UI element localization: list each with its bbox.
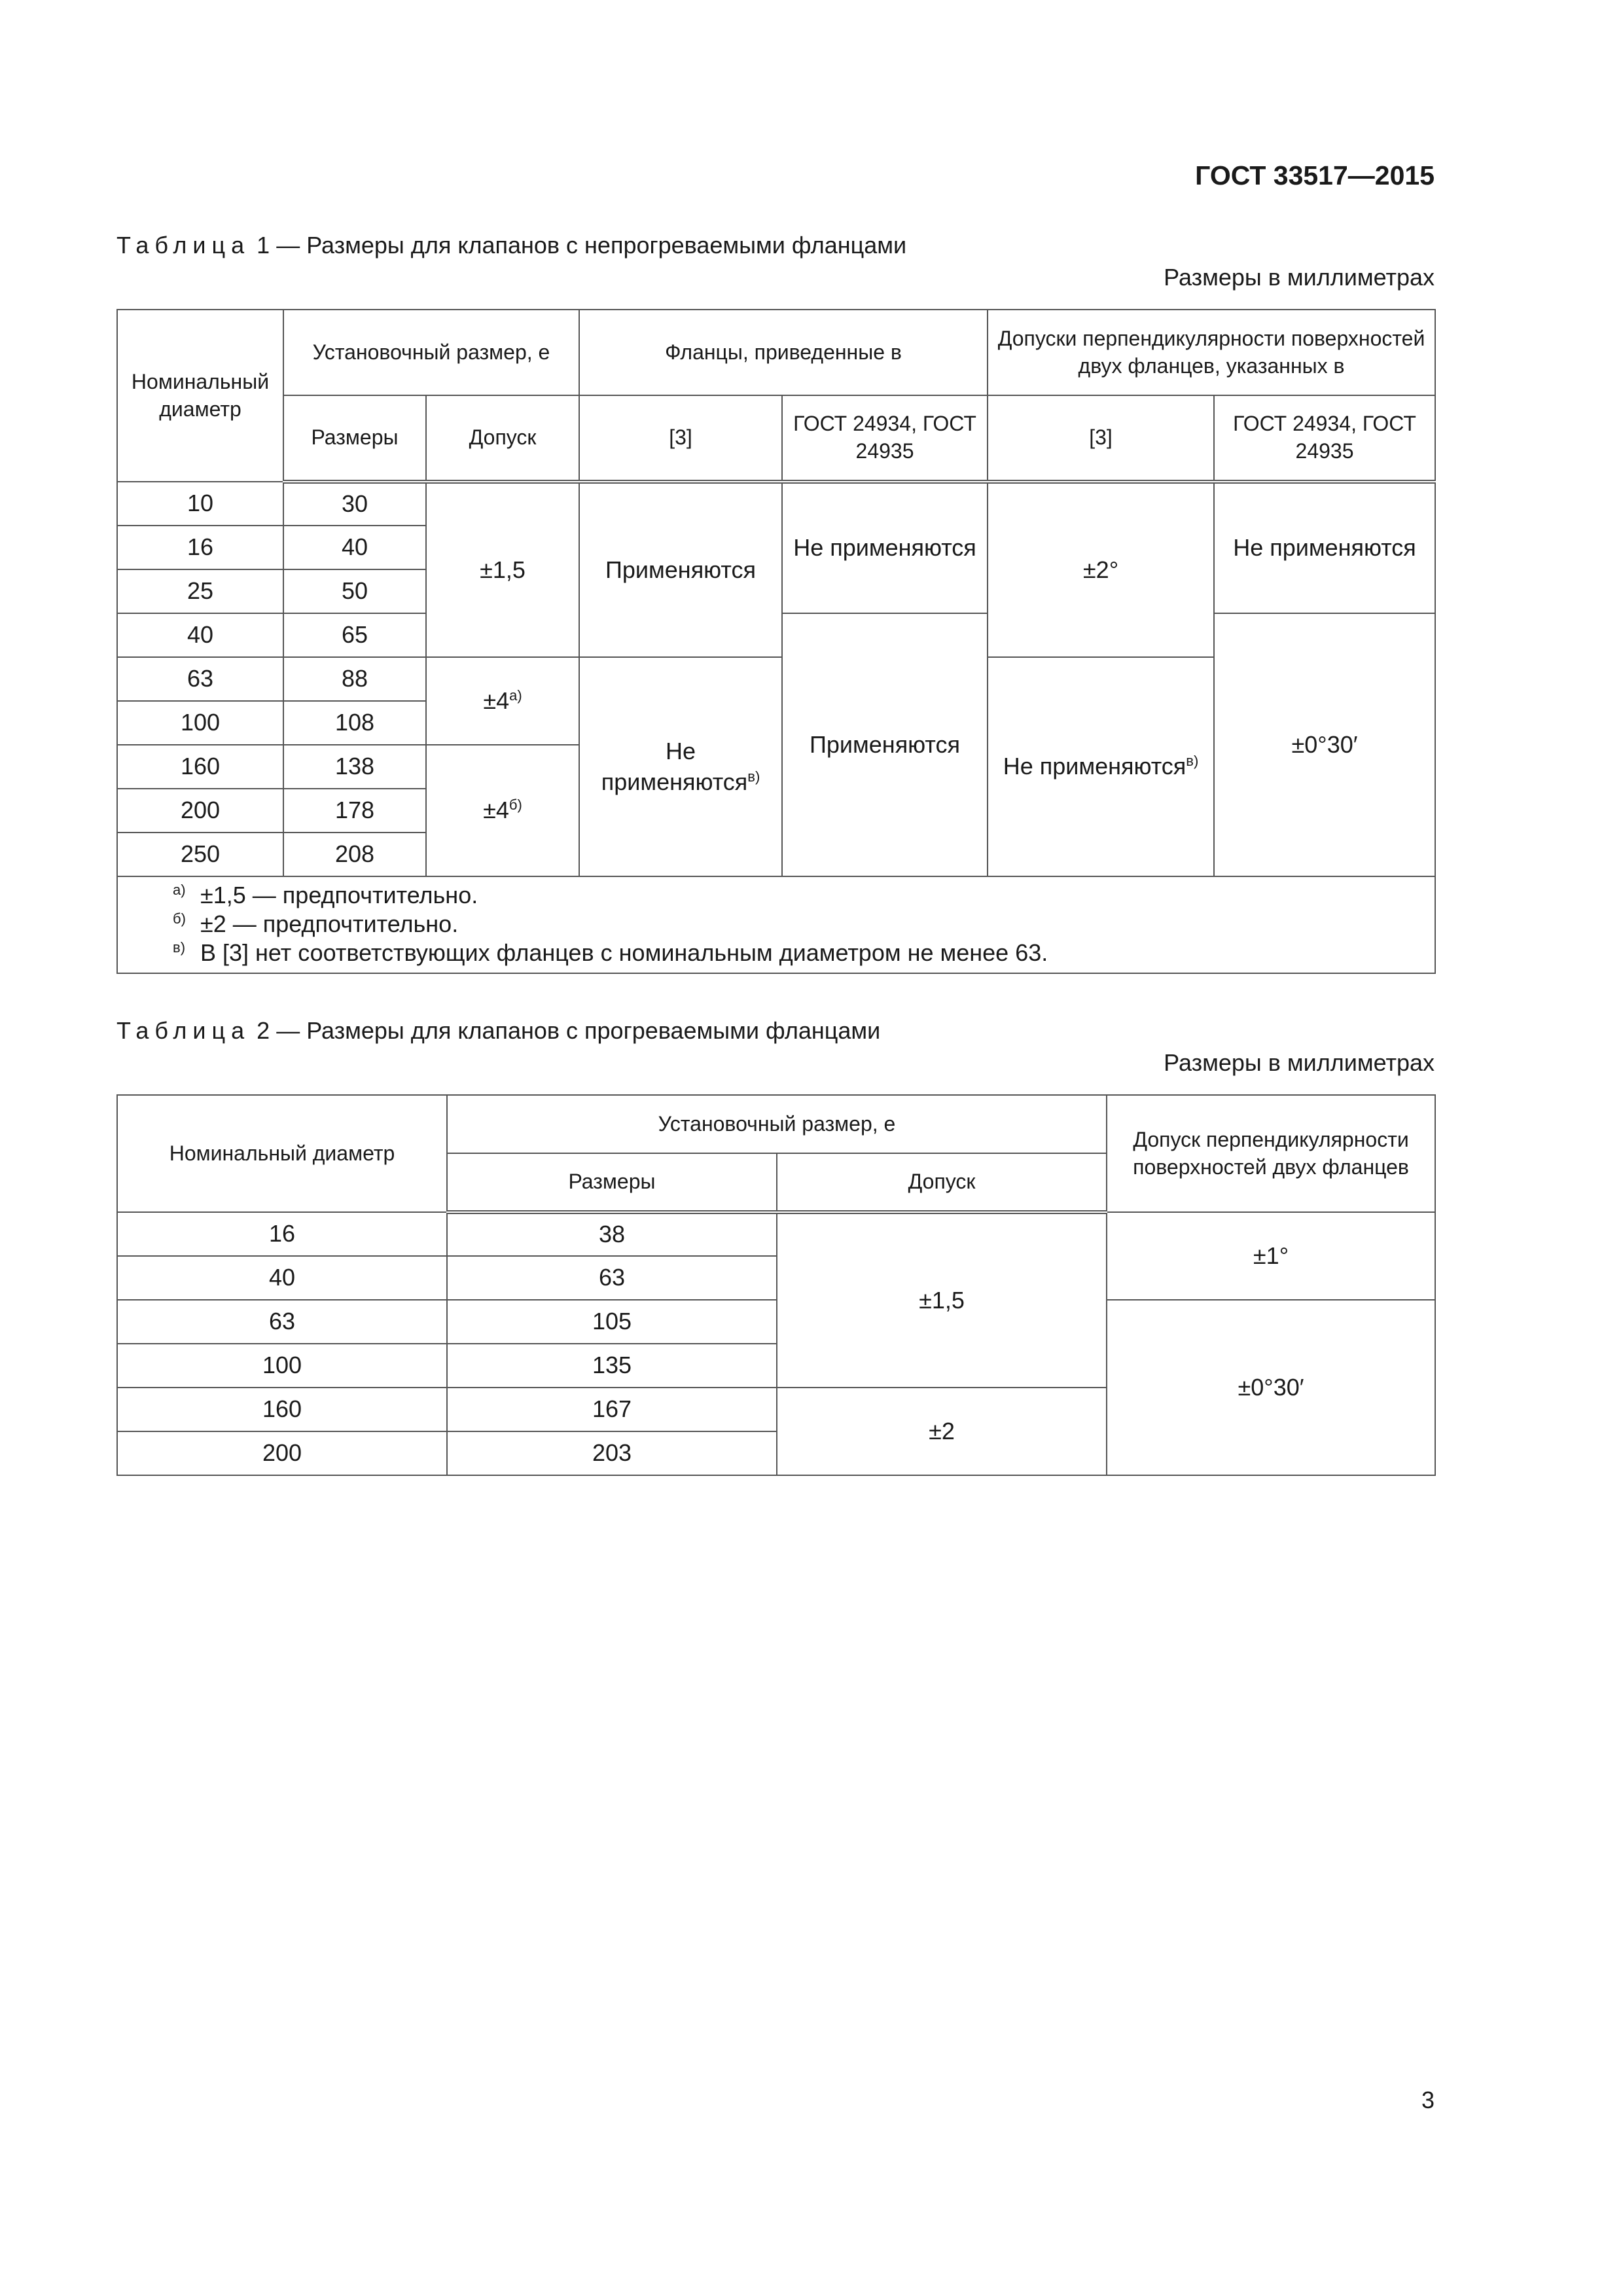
- t1-size: 208: [283, 833, 426, 876]
- footnote-mark: в): [1186, 753, 1199, 770]
- t1-dn: 250: [117, 833, 283, 876]
- t2-dn: 100: [117, 1344, 447, 1388]
- t1-header-tolerance: Допуск: [426, 395, 579, 482]
- t2-perp-a: ±1°: [1107, 1212, 1435, 1300]
- footnote: а) ±1,5 — предпочтительно.: [173, 882, 478, 908]
- t2-size: 63: [447, 1256, 777, 1300]
- t2-dn: 160: [117, 1388, 447, 1431]
- footnote: в) В [3] нет соответствующих фланцев с номинальным диаметром не менее 63.: [173, 939, 1048, 966]
- t1-header-perp-ref3: [3]: [988, 395, 1214, 482]
- t1-size: 108: [283, 701, 426, 745]
- document-header: ГОСТ 33517—2015: [1195, 160, 1435, 190]
- t1-flange-ref3-not-applied: Не применяются$^{в)}$: [579, 657, 782, 876]
- page-number: 3: [1421, 2087, 1435, 2113]
- table1-caption-text: 1 — Размеры для клапанов с непрогреваемыми фланцами: [257, 232, 907, 259]
- t1-dn: 200: [117, 789, 283, 833]
- table-row: [117, 1212, 1435, 1256]
- t2-header-tolerance: Допуск: [777, 1153, 1107, 1212]
- t1-dn: 16: [117, 526, 283, 569]
- t1-header-flanges: Фланцы, приведенные в: [579, 310, 988, 395]
- t1-dn: 40: [117, 613, 283, 657]
- t1-flange-ref3-applied: Применяются: [579, 482, 782, 657]
- table2-caption-label: Таблица: [116, 1017, 251, 1044]
- t2-header-sizes: Размеры: [447, 1153, 777, 1212]
- t2-header-perp: Допуск перпендикулярности поверхностей двух фланцев: [1107, 1095, 1435, 1212]
- footnote-mark: б): [508, 797, 522, 814]
- t1-flange-gost-not-applied: Не применяются: [782, 482, 988, 613]
- table2-units: Размеры в миллиметрах: [1164, 1049, 1435, 1076]
- t1-size: 88: [283, 657, 426, 701]
- t1-header-sizes: Размеры: [283, 395, 426, 482]
- table-row: [117, 482, 1435, 526]
- table1-caption-label: Таблица: [116, 232, 251, 259]
- t1-size: 178: [283, 789, 426, 833]
- t2-size: 203: [447, 1431, 777, 1475]
- t1-tolerance-a: ±1,5: [426, 482, 579, 657]
- t1-perp-gost-a: Не применяются: [1214, 482, 1435, 613]
- t1-size: 138: [283, 745, 426, 789]
- t1-notes-row: [117, 876, 1435, 973]
- t2-dn: 16: [117, 1212, 447, 1256]
- t1-dn: 160: [117, 745, 283, 789]
- table1-units: Размеры в миллиметрах: [1164, 264, 1435, 291]
- table2: [116, 1094, 1436, 1476]
- t1-perp-ref3-a: ±2°: [988, 482, 1214, 657]
- table1: [116, 309, 1436, 974]
- t2-size: 38: [447, 1212, 777, 1256]
- t1-dn: 25: [117, 569, 283, 613]
- t1-tolerance-b: $\pm 4^{а)}$: [426, 657, 579, 745]
- t1-size: 30: [283, 482, 426, 526]
- t2-size: 167: [447, 1388, 777, 1431]
- footnote-mark: в): [747, 768, 760, 785]
- t1-header-perp-gost: ГОСТ 24934, ГОСТ 24935: [1214, 395, 1435, 482]
- t1-dn: 100: [117, 701, 283, 745]
- table2-caption: [116, 1017, 880, 1045]
- t1-header-install: Установочный размер, е: [283, 310, 579, 395]
- t2-header-install: Установочный размер, е: [447, 1095, 1107, 1153]
- t2-perp-b: ±0°30′: [1107, 1300, 1435, 1475]
- t1-header-perp: Допуски перпендикулярности поверхностей двух фланцев, указанных в: [988, 310, 1435, 395]
- t2-dn: 200: [117, 1431, 447, 1475]
- t1-dn: 10: [117, 482, 283, 526]
- t2-dn: 40: [117, 1256, 447, 1300]
- table2-caption-text: 2 — Размеры для клапанов с прогреваемыми фланцами: [257, 1017, 881, 1044]
- t2-tolerance-a: ±1,5: [777, 1212, 1107, 1388]
- t2-header-nominal: Номинальный диаметр: [117, 1095, 447, 1212]
- t1-notes: [117, 876, 1435, 973]
- footnote-mark: а): [509, 687, 522, 704]
- t1-size: 50: [283, 569, 426, 613]
- t2-dn: 63: [117, 1300, 447, 1344]
- t2-size: 135: [447, 1344, 777, 1388]
- t1-tolerance-c: $\pm 4^{б)}$: [426, 745, 579, 876]
- table-row: [117, 1300, 1435, 1344]
- footnote: б) ±2 — предпочтительно.: [173, 910, 459, 937]
- t2-tolerance-b: ±2: [777, 1388, 1107, 1475]
- t1-size: 65: [283, 613, 426, 657]
- t1-header-flange-ref3: [3]: [579, 395, 782, 482]
- t1-dn: 63: [117, 657, 283, 701]
- t1-header-flange-gost: ГОСТ 24934, ГОСТ 24935: [782, 395, 988, 482]
- table1-caption: [116, 232, 906, 259]
- t2-size: 105: [447, 1300, 777, 1344]
- t1-perp-ref3-not-applied: Не применяются$^{в)}$: [988, 657, 1214, 876]
- t1-perp-gost-b: ±0°30′: [1214, 613, 1435, 876]
- t1-flange-gost-applied: Применяются: [782, 613, 988, 876]
- t1-header-nominal: Номинальный диаметр: [117, 310, 283, 482]
- t1-size: 40: [283, 526, 426, 569]
